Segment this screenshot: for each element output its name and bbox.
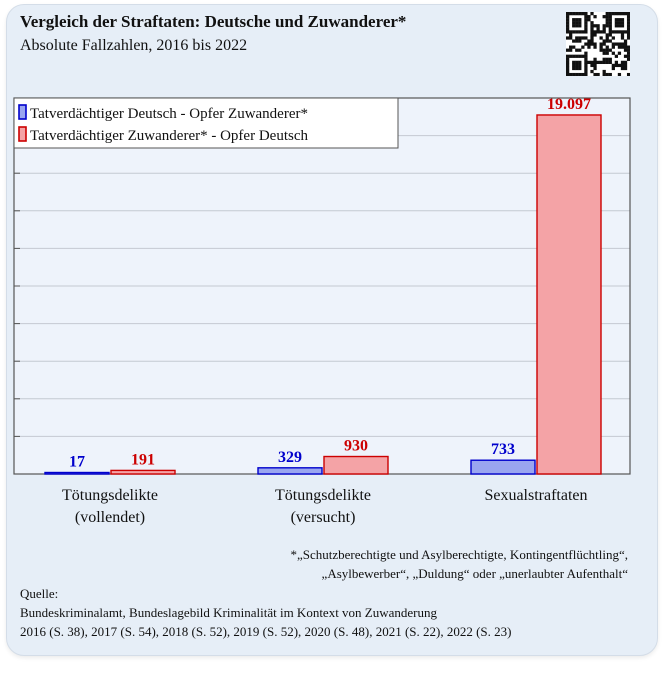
source-label: Quelle:	[20, 586, 59, 601]
source-line-2: 2016 (S. 38), 2017 (S. 54), 2018 (S. 52), 2019 (S. 52), 2020 (S. 48), 2021 (S. 22), 2022 (S. 23)	[20, 624, 512, 639]
x-tick-label: Tötungsdelikte	[275, 487, 371, 504]
legend-label: Tatverdächtiger Zuwanderer* - Opfer Deutsch	[30, 128, 308, 144]
x-tick-label: (vollendet)	[74, 509, 146, 526]
data-label: 191	[131, 451, 155, 469]
bar	[258, 468, 322, 474]
data-label: 17	[69, 453, 85, 471]
footnote-line-1: *„Schutzberechtigte und Asylberechtigte, Kontingentflüchtling“,	[290, 547, 628, 562]
bar	[471, 460, 535, 474]
bar	[111, 470, 175, 474]
data-label: 930	[344, 437, 368, 455]
chart-subtitle: Absolute Fallzahlen, 2016 bis 2022	[20, 37, 248, 54]
footnote	[290, 545, 628, 583]
chart-title: Vergleich der Straftaten: Deutsche und Zuwanderer*	[20, 12, 407, 31]
source-line-1: Bundeskriminalamt, Bundeslagebild Kriminalität im Kontext von Zuwanderung	[20, 605, 438, 620]
bar	[45, 473, 109, 475]
bar	[324, 457, 388, 474]
data-label: 19.097	[547, 95, 591, 113]
legend-label: Tatverdächtiger Deutsch - Opfer Zuwanderer*	[30, 106, 308, 122]
x-tick-label: Sexualstraftaten	[484, 487, 588, 504]
data-label: 733	[491, 441, 515, 459]
source-block	[20, 584, 511, 641]
x-tick-label: (versucht)	[290, 509, 356, 526]
footnote-line-2: „Asylbewerber“, „Duldung“ oder „unerlaubter Aufenthalt“	[321, 566, 628, 581]
legend-swatch	[19, 105, 26, 119]
legend-swatch	[19, 127, 26, 141]
data-label: 329	[278, 448, 302, 466]
bar	[537, 115, 601, 474]
x-tick-label: Tötungsdelikte	[62, 487, 158, 504]
